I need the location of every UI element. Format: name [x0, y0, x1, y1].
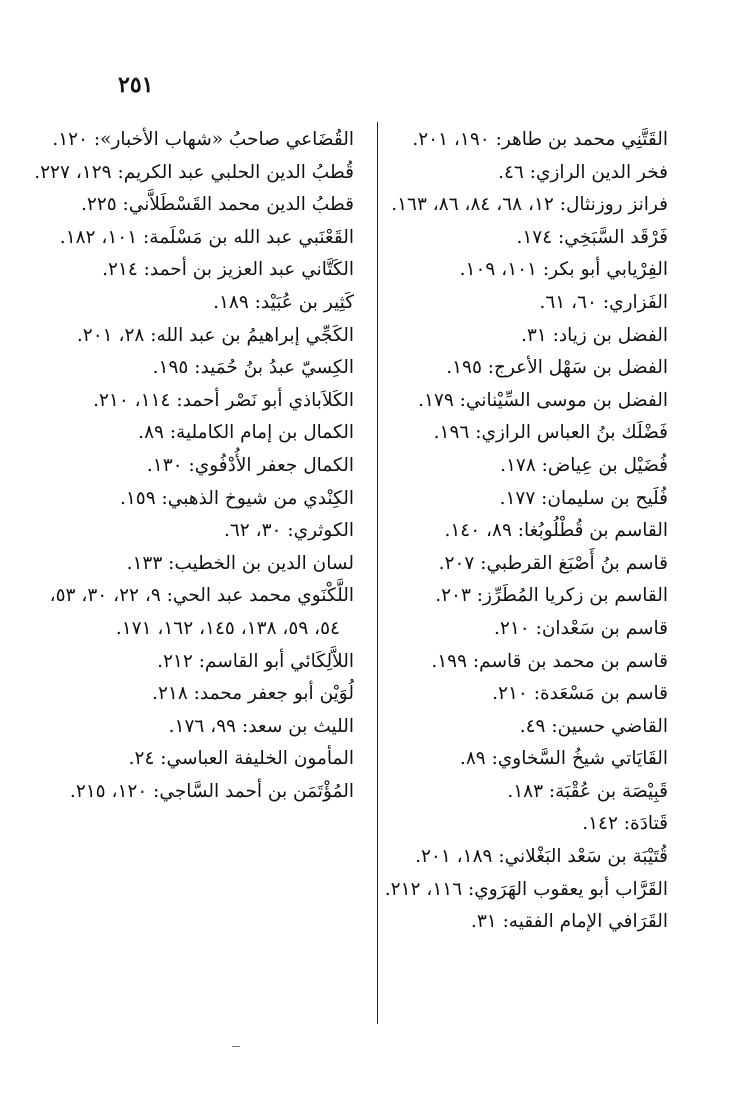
- index-entry: قَتادَة: ١٤٢.: [582, 813, 668, 835]
- page-number: ٢٥١: [118, 72, 154, 98]
- index-entry: القاسم بن زكريا المُطَرِّز: ٢٠٣.: [435, 585, 668, 607]
- index-entry: الفَزاري: ٦٠، ٦١.: [539, 291, 668, 313]
- index-entry: القَرَافي الإمام الفقيه: ٣١.: [470, 911, 668, 933]
- index-entry: القَتَّنِي محمد بن طاهر: ١٩٠، ٢٠١.: [412, 129, 668, 150]
- index-entry: الليث بن سعد: ٩٩، ١٧٦.: [168, 715, 354, 737]
- index-entry: القَايَاتي شيخُ السَّخاوي: ٨٩.: [459, 748, 668, 770]
- index-entry: الكِسيّ عبدُ بنُ حُمَيد: ١٩٥.: [152, 357, 354, 379]
- index-entry: القاضي حسين: ٤٩.: [519, 715, 668, 737]
- index-entry: اللاَّلِكَائي أبو القاسم: ٢١٢.: [157, 650, 354, 672]
- index-entry: قَبِيْصَة بن عُقْبَة: ١٨٣.: [507, 780, 668, 802]
- index-column-right: [338, 124, 668, 939]
- index-entry: قاسم بن محمد بن قاسم: ١٩٩.: [431, 650, 668, 672]
- index-entry: الفضل بن موسى السِّيْناني: ١٧٩.: [418, 389, 668, 411]
- index-entry: الفضل بن سَهْل الأعرج: ١٩٥.: [446, 357, 668, 379]
- column-divider: [377, 122, 378, 1024]
- index-entry: القَعْنَبي عبد الله بن مَسْلَمة: ١٠١، ١٨٢.: [59, 226, 354, 248]
- index-entry: فَضْلَك بنُ العباس الرازي: ١٩٦.: [433, 422, 668, 444]
- index-entry: الكمال بن إمام الكاملية: ٨٩.: [138, 422, 354, 444]
- index-entry: كَثِير بن عُبَيْد: ١٨٩.: [213, 291, 354, 313]
- index-entry: قطبُ الدين محمد القَسْطَلاَّني: ٢٢٥.: [80, 194, 354, 216]
- index-entry: المُؤْتَمَن بن أحمد السَّاجي: ١٢٠، ٢١٥.: [69, 780, 354, 802]
- index-entry: فُضَيْل بن عِياض: ١٧٨.: [500, 454, 668, 476]
- index-entry: لُوَيْن أبو جعفر محمد: ٢١٨.: [152, 683, 354, 705]
- footer-mark: [232, 1046, 240, 1047]
- index-entry: الكَلاَباذي أبو نَصْر أحمد: ١١٤، ٢١٠.: [93, 389, 354, 411]
- index-entry: الفِرْيابي أبو بكر: ١٠١، ١٠٩.: [459, 259, 668, 281]
- index-entry: المأمون الخليفة العباسي: ٢٤.: [128, 748, 354, 770]
- index-entry: الكَجِّي إبراهيمُ بن عبد الله: ٢٨، ٢٠١.: [76, 324, 354, 346]
- index-entry: الكَتَّاني عبد العزيز بن أحمد: ٢١٤.: [102, 259, 354, 281]
- index-entry: القاسم بن قُطْلُوبُغا: ٨٩، ١٤٠.: [444, 520, 668, 542]
- index-entry: فرانز روزنثال: ١٢، ٦٨، ٨٤، ٨٦، ١٦٣.: [391, 194, 668, 216]
- index-entry: قُطبُ الدين الحلبي عبد الكريم: ١٢٩، ٢٢٧.: [34, 161, 354, 183]
- index-entry: الكِنْدي من شيوخ الذهبي: ١٥٩.: [119, 487, 354, 509]
- index-column-left: [24, 124, 354, 808]
- index-entry: الكوثري: ٣٠، ٦٢.: [223, 520, 354, 542]
- index-entry: الفضل بن زياد: ٣١.: [520, 324, 668, 346]
- index-entry: فَرْقَد السَّبَخِي: ١٧٤.: [516, 226, 668, 248]
- index-entry: قاسم بن سَعْدان: ٢١٠.: [494, 617, 668, 639]
- index-entry: قاسم بنُ أَصْبَغ القرطبي: ٢٠٧.: [438, 552, 668, 574]
- index-entry: قُتَيْبَة بن سَعْد البَغْلاني: ١٨٩، ٢٠١.: [415, 846, 668, 868]
- index-entry: القَرَّاب أبو يعقوب الهَرَوي: ١١٦، ٢١٢.: [384, 878, 668, 900]
- index-entry: فخر الدين الرازي: ٤٦.: [498, 161, 668, 183]
- index-entry: لسان الدين بن الخطيب: ١٣٣.: [126, 552, 354, 574]
- index-entry: قاسم بن مَسْعَدة: ٢١٠.: [492, 683, 668, 705]
- index-entry: فُلَيح بن سليمان: ١٧٧.: [499, 487, 668, 509]
- index-entry: اللَّكْنَوي محمد عبد الحي: ٩، ٢٢، ٣٠، ٥٣، ٥٤، ٥٩، ١٣٨، ١٤٥، ١٦٢، ١٧١.: [49, 585, 354, 639]
- index-entry: الكمال جعفر الأُدْفُوي: ١٣٠.: [146, 454, 354, 476]
- index-entry: القُضَاعي صاحبُ «شهاب الأخبار»: ١٢٠.: [52, 129, 354, 150]
